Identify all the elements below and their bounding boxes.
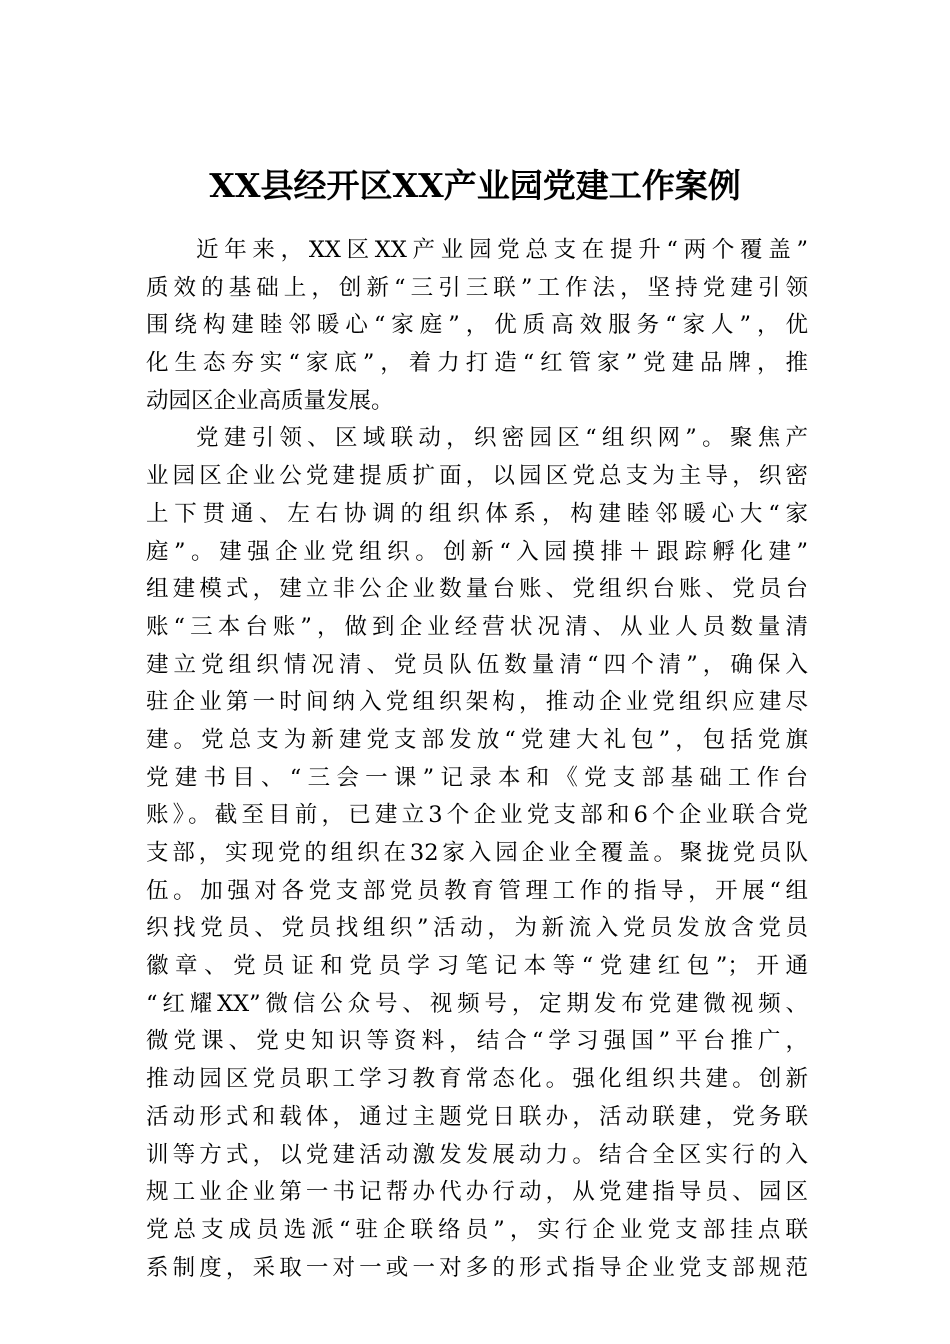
paragraph-2-line-15: 徽章、党员证和党员学习笔记本等“党建红包”；开通 xyxy=(146,953,808,980)
paragraph-2-line-3: 上下贯通、左右协调的组织体系，构建睦邻暖心大“家 xyxy=(146,500,808,527)
paragraph-2-line-1: 党建引领、区域联动，织密园区“组织网”。聚焦产 xyxy=(196,425,808,452)
paragraph-2-line-5: 组建模式，建立非公企业数量台账、党组织台账、党员台 xyxy=(146,576,808,603)
paragraph-2-line-16: “红耀XX”微信公众号、视频号，定期发布党建微视频、 xyxy=(146,990,808,1017)
paragraph-2-line-2: 业园区企业公党建提质扩面，以园区党总支为主导，织密 xyxy=(146,463,808,490)
paragraph-2-line-23: 系制度，采取一对一或一对多的形式指导企业党支部规范 xyxy=(146,1254,808,1281)
paragraph-2-line-9: 建。党总支为新建党支部发放“党建大礼包”，包括党旗 xyxy=(146,726,808,753)
paragraph-2-line-7: 建立党组织情况清、党员队伍数量清“四个清”，确保入 xyxy=(146,651,808,678)
paragraph-2-line-11: 账》。截至目前，已建立3个企业党支部和6个企业联合党 xyxy=(146,802,808,829)
paragraph-2-line-21: 规工业企业第一书记帮办代办行动，从党建指导员、园区 xyxy=(146,1179,808,1206)
paragraph-2-line-12: 支部，实现党的组织在32家入园企业全覆盖。聚拢党员队 xyxy=(146,840,808,866)
paragraph-1-line-5: 动园区企业高质量发展。 xyxy=(146,387,394,414)
paragraph-2-line-10: 党建书目、“三会一课”记录本和《党支部基础工作台 xyxy=(146,764,808,791)
paragraph-2-line-6: 账“三本台账”，做到企业经营状况清、从业人员数量清 xyxy=(146,613,808,640)
paragraph-2-line-17: 微党课、党史知识等资料，结合“学习强国”平台推广， xyxy=(146,1028,808,1055)
paragraph-2-line-19: 活动形式和载体，通过主题党日联办，活动联建，党务联 xyxy=(146,1103,808,1130)
document-body xyxy=(146,232,808,1287)
document-title: XX县经开区XX产业园党建工作案例 xyxy=(209,166,741,205)
paragraph-2-line-14: 织找党员、党员找组织”活动，为新流入党员发放含党员 xyxy=(146,915,808,942)
paragraph-1-line-4: 化生态夯实“家底”，着力打造“红管家”党建品牌，推 xyxy=(146,350,808,377)
paragraph-2-line-22: 党总支成员选派“驻企联络员”，实行企业党支部挂点联 xyxy=(146,1216,808,1243)
paragraph-2-line-8: 驻企业第一时间纳入党组织架构，推动企业党组织应建尽 xyxy=(146,689,808,716)
paragraph-2-line-13: 伍。加强对各党支部党员教育管理工作的指导，开展“组 xyxy=(146,877,808,904)
paragraph-1-line-3: 围绕构建睦邻暖心“家庭”，优质高效服务“家人”，优 xyxy=(146,312,808,339)
paragraph-2-line-20: 训等方式，以党建活动激发发展动力。结合全区实行的入 xyxy=(146,1141,808,1168)
paragraph-2-line-4: 庭”。建强企业党组织。创新“入园摸排＋跟踪孵化建” xyxy=(146,538,808,565)
paragraph-1-line-1: 近年来，XX区XX产业园党总支在提升“两个覆盖” xyxy=(196,237,808,263)
paragraph-1-line-2: 质效的基础上，创新“三引三联”工作法，坚持党建引领 xyxy=(146,274,808,301)
paragraph-2-line-18: 推动园区党员职工学习教育常态化。强化组织共建。创新 xyxy=(146,1066,808,1093)
